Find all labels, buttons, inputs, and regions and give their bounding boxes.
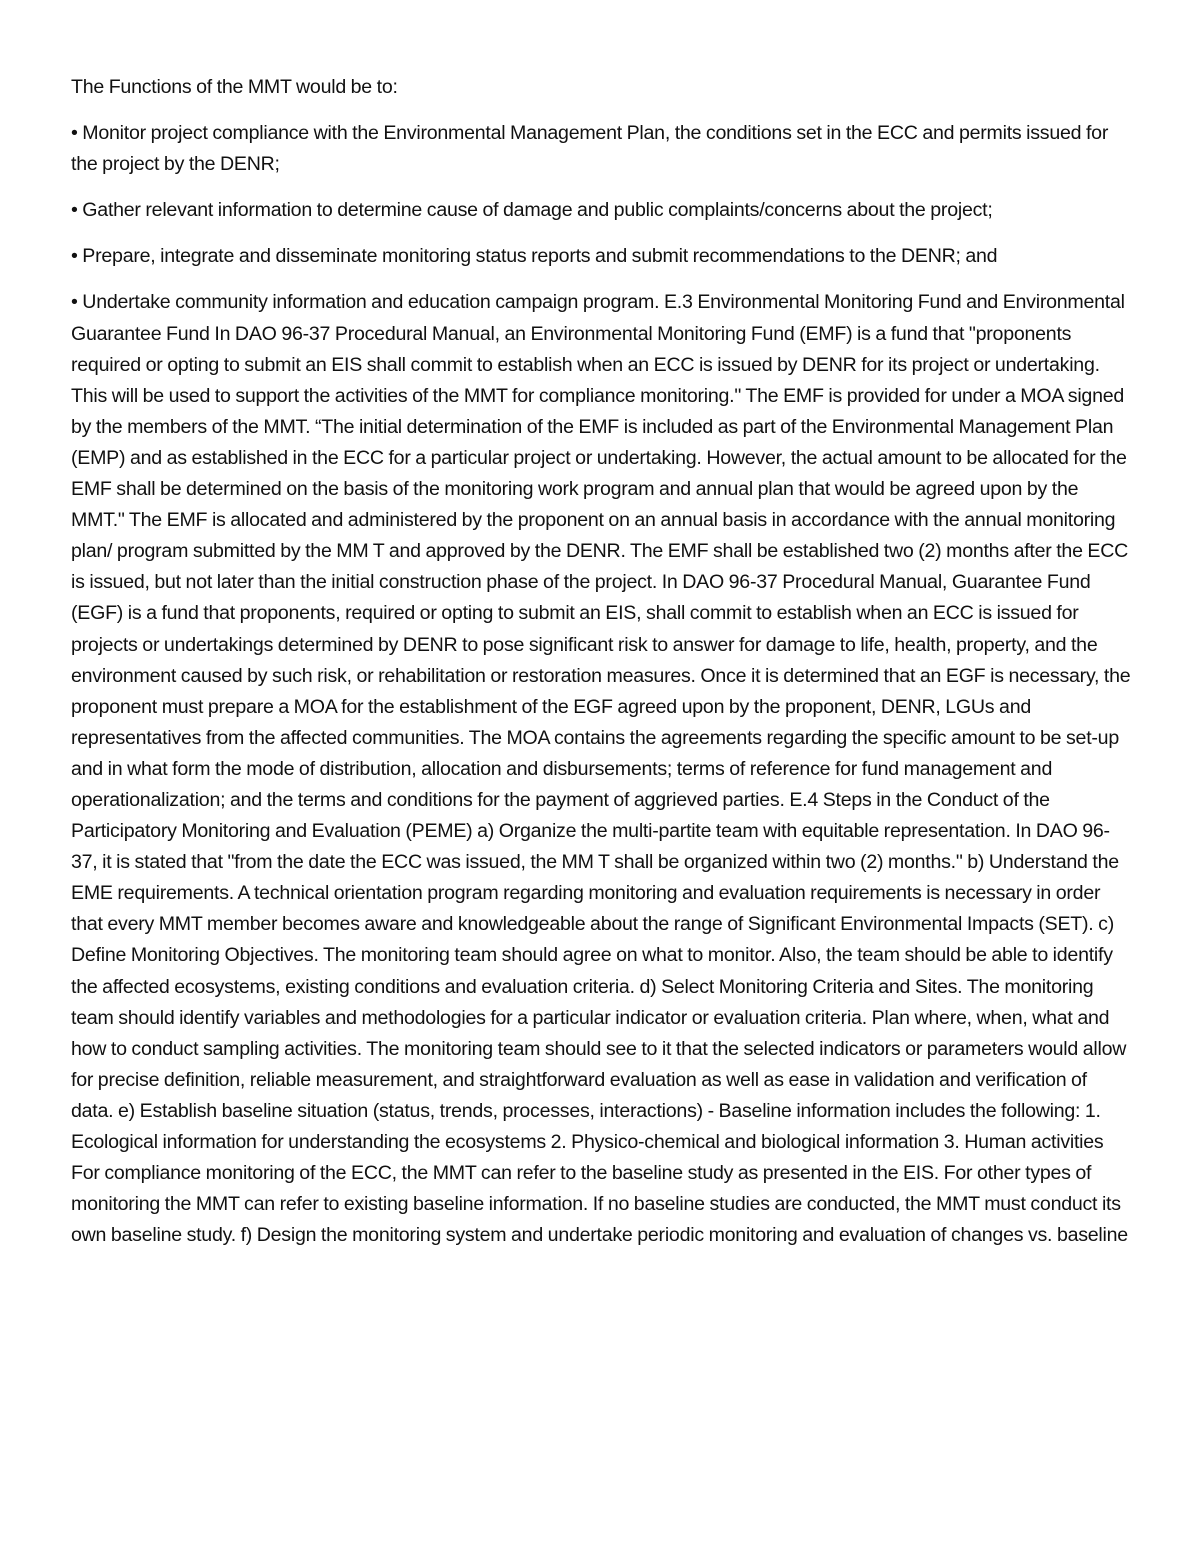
bullet-gather-information: • Gather relevant information to determine cause of damage and public complaints/concerns about the project;	[71, 199, 993, 222]
document-heading: The Functions of the MMT would be to:	[71, 76, 398, 98]
bullet-community-campaign: • Undertake community information and education campaign program. E.3 Environmental Monitoring Fund and Environmental Guarantee Fund In DAO 96-37 Procedural Manual, an Environmental Monitoring Fund (EMF) is a fund that "proponents required or opting to submit an EIS shall commit to establish when an ECC is issued by DENR for its project or undertaking. This will be used to support the activities of the MMT for compliance monitoring." The EMF is provided for under a MOA signed by the members of the MMT. “The initial determination of the EMF is included as part of the Environmental Management Plan (EMP) and as established in the ECC for a particular project or undertaking. However, the actual amount to be allocated for the EMF shall be determined on the basis of the monitoring work program and annual plan that would be agreed upon by the MMT." The EMF is allocated and administered by the proponent on an annual basis in accordance with the annual monitoring plan/ program submitted by the MM T and approved by the DENR. The EMF shall be established two (2) months after the ECC is issued, but not later than the initial construction phase of the project. In DAO 96-37 Procedural Manual, Guarantee Fund (EGF) is a fund that proponents, required or opting to submit an EIS, shall commit to establish when an ECC is issued for projects or undertakings determined by DENR to pose significant risk to answer for damage to life, health, property, and the environment caused by such risk, or rehabilitation or restoration measures. Once it is determined that an EGF is necessary, the proponent must prepare a MOA for the establishment of the EGF agreed upon by the proponent, DENR, LGUs and representatives from the affected communities. The MOA contains the agreements regarding the specific amount to be set-up and in what form the mode of distribution, allocation and disbursements; terms of reference for fund management and operationalization; and the terms and conditions for the payment of aggrieved parties. E.4 Steps in the Conduct of the Participatory Monitoring and Evaluation (PEME) a) Organize the multi-partite team with equitable representation. In DAO 96-37, it is stated that "from the date the ECC was issued, the MM T shall be organized within two (2) months." b) Understand the EME requirements. A technical orientation program regarding monitoring and evaluation requirements is necessary in order that every MMT member becomes aware and knowledgeable about the range of Significant Environmental Impacts (SET). c) Define Monitoring Objectives. The monitoring team should agree on what to monitor. Also, the team should be able to identify the affected ecosystems, existing conditions and evaluation criteria. d) Select Monitoring Criteria and Sites. The monitoring team should identify variables and methodologies for a particular indicator or evaluation criteria. Plan where, when, what and how to conduct sampling activities. The monitoring team should see to it that the selected indicators or parameters would allow for precise definition, reliable measurement, and straightforward evaluation as well as ease in validation and verification of data. e) Establish baseline situation (status, trends, processes, interactions) - Baseline information includes the following: 1. Ecological information for understanding the ecosystems 2. Physico-chemical and biological information 3. Human activities For compliance monitoring of the ECC, the MMT can refer to the baseline study as presented in the EIS. For other types of monitoring the MMT can refer to existing baseline information. If no baseline studies are conducted, the MMT must conduct its own baseline study. f) Design the monitoring system and undertake periodic monitoring and evaluation of changes vs. baseline	[71, 291, 1131, 1247]
document-body	[71, 72, 1133, 1251]
bullet-prepare-reports: • Prepare, integrate and disseminate monitoring status reports and submit recommendations to the DENR; and	[71, 245, 998, 268]
bullet-monitor-compliance: • Monitor project compliance with the Environmental Management Plan, the conditions set in the ECC and permits issued for the project by the DENR;	[71, 122, 1109, 176]
